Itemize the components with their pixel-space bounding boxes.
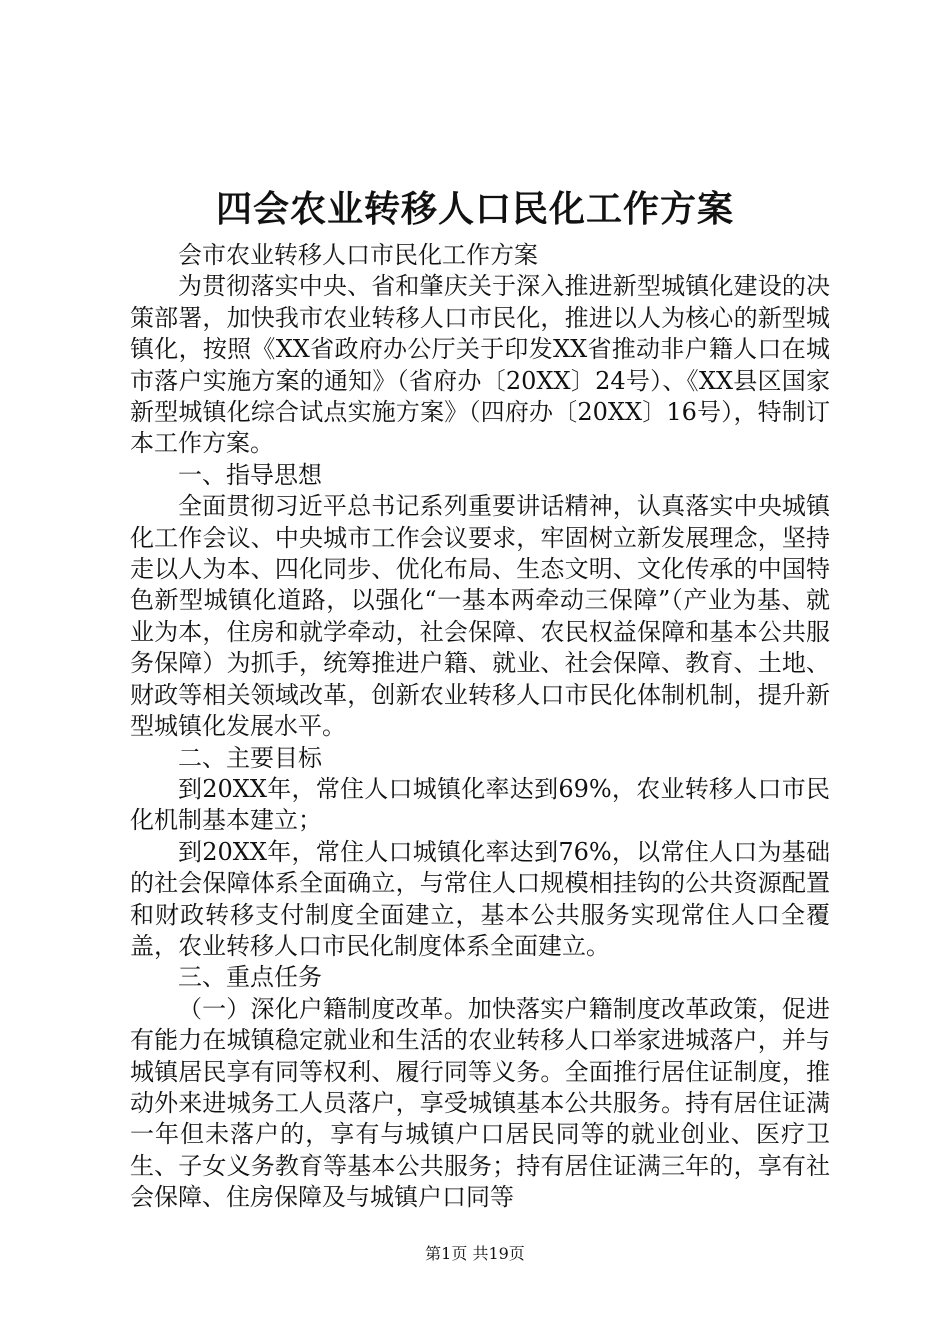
section-heading-main-goals: 二、主要目标 (178, 743, 322, 772)
section-heading-key-tasks: 三、重点任务 (178, 963, 322, 992)
document-body (130, 240, 830, 1214)
section-heading-guiding-thought: 一、指导思想 (178, 460, 322, 489)
goal-paragraph-2: 到20XX年，常住人口城镇化率达到76%，以常住人口为基础的社会保障体系全面确立，与常住人口规模相挂钩的公共资源配置和财政转移支付制度全面建立，基本公共服务实现常住人口全覆盖，农业转移人口市民化制度体系全面建立。 (130, 837, 830, 960)
goal-paragraph-1: 到20XX年，常住人口城镇化率达到69%，农业转移人口市民化机制基本建立； (130, 774, 830, 835)
guiding-thought-paragraph: 全面贯彻习近平总书记系列重要讲话精神，认真落实中央城镇化工作会议、中央城市工作会议要求，牢固树立新发展理念，坚持走以人为本、四化同步、优化布局、生态文明、文化传承的中国特色新型城镇化道路，以强化“一基本两牵动三保障”（产业为基、就业为本，住房和就学牵动，社会保障、农民权益保障和基本公共服务保障）为抓手，统筹推进户籍、就业、社会保障、教育、土地、财政等相关领域改革，创新农业转移人口市民化体制机制，提升新型城镇化发展水平。 (130, 492, 830, 741)
page-footer: 第1页 共19页 (425, 1244, 525, 1263)
intro-paragraph: 为贯彻落实中央、省和肇庆关于深入推进新型城镇化建设的决策部署，加快我市农业转移人口市民化，推进以人为核心的新型城镇化，按照《XX省政府办公厅关于印发XX省推动非户籍人口在城市落户实施方案的通知》（省府办〔20XX〕24号）、《XX县区国家新型城镇化综合试点实施方案》（四府办〔20XX〕16号），特制订本工作方案。 (130, 272, 830, 458)
doc-subtitle-paragraph: 会市农业转移人口市民化工作方案 (178, 241, 538, 269)
key-task-paragraph-1: （一）深化户籍制度改革。加快落实户籍制度改革政策，促进有能力在城镇稳定就业和生活的农业转移人口举家进城落户，并与城镇居民享有同等权利、履行同等义务。全面推行居住证制度，推动外来进城务工人员落户，享受城镇基本公共服务。持有居住证满一年但未落户的，享有与城镇户口居民同等的就业创业、医疗卫生、子女义务教育等基本公共服务；持有居住证满三年的，享有社会保障、住房保障及与城镇户口同等 (130, 994, 830, 1212)
document-title: 四会农业转移人口民化工作方案 (215, 188, 734, 230)
